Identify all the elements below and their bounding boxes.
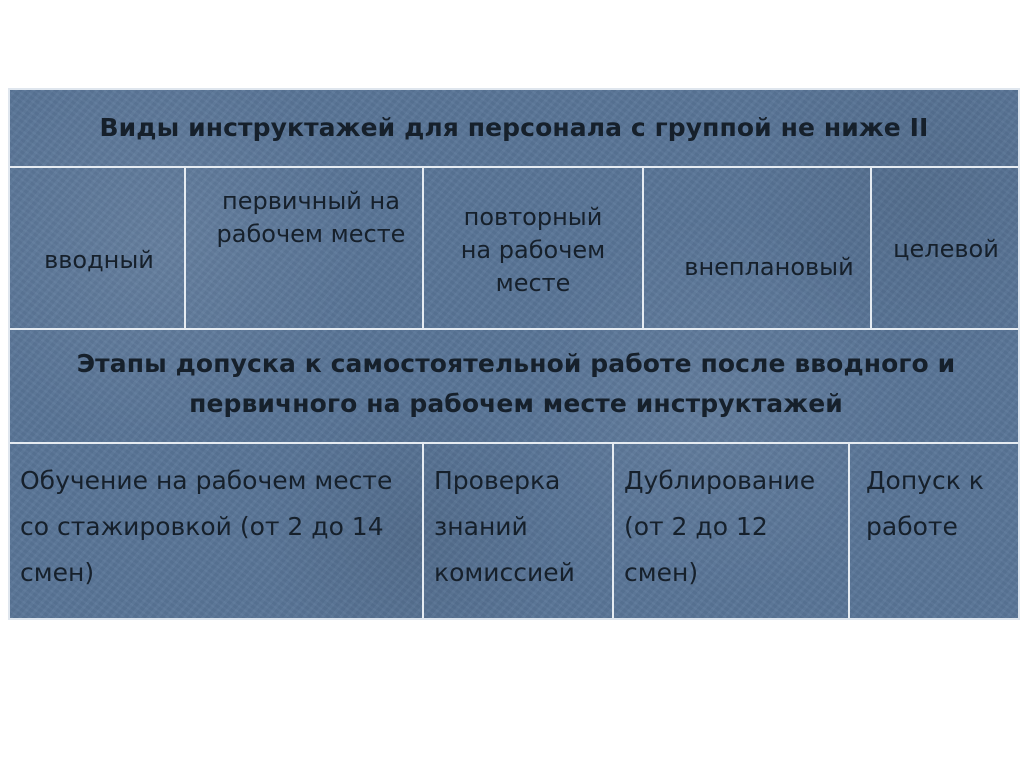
- column-divider: [184, 166, 186, 328]
- row-divider: [10, 166, 1018, 168]
- column-divider: [612, 442, 614, 618]
- type-cell-unscheduled: внеплановый: [684, 252, 854, 281]
- column-divider: [422, 442, 424, 618]
- column-divider: [642, 166, 644, 328]
- column-divider: [848, 442, 850, 618]
- type-cell-targeted: целевой: [893, 234, 999, 263]
- stage-cell-training: Обучение на рабочем месте со стажировкой (от 2 до 14 смен): [20, 466, 393, 587]
- row-divider: [10, 442, 1018, 444]
- stage-cell-knowledge-check: Проверка знаний комиссией: [434, 466, 575, 587]
- stage-cell-admission: Допуск к работе: [866, 466, 984, 541]
- type-cell-primary: первичный на рабочем месте: [216, 187, 406, 248]
- admission-stages-heading: Этапы допуска к самостоятельной работе после вводного и первичного на рабочем месте инструктажей: [76, 349, 956, 418]
- instruction-types-heading: Виды инструктажей для персонала с группой не ниже II: [99, 113, 929, 142]
- instruction-table: [8, 88, 1020, 620]
- row-divider: [10, 328, 1018, 330]
- stage-cell-shadowing: Дублирование (от 2 до 12 смен): [624, 466, 816, 587]
- type-cell-repeated: повторный на рабочем месте: [460, 202, 606, 297]
- column-divider: [422, 166, 424, 328]
- column-divider: [870, 166, 872, 328]
- type-cell-introductory: вводный: [44, 245, 154, 274]
